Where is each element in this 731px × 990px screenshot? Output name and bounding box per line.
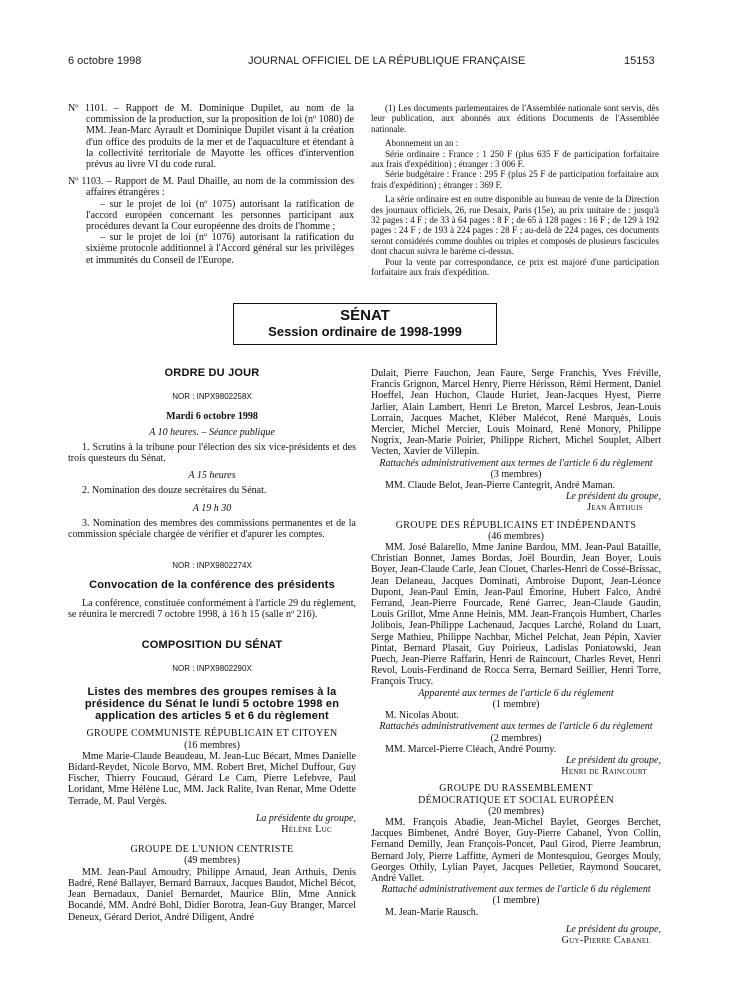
group-communiste-president-label: La présidente du groupe, xyxy=(255,812,356,824)
republicains-rattaches: MM. Marcel-Pierre Cléach, André Pourny. xyxy=(385,743,557,755)
republicains-apparente-count: (1 membre) xyxy=(492,698,540,710)
composition-heading: COMPOSITION DU SÉNAT xyxy=(141,639,283,652)
session-title: Session ordinaire de 1998-1999 xyxy=(268,324,462,339)
right-column xyxy=(371,368,661,946)
union-centriste-rattaches-count: (3 membres) xyxy=(490,468,542,480)
rdse-president-label: Le président du groupe, xyxy=(565,923,661,935)
ordre-du-jour-heading: ORDRE DU JOUR xyxy=(164,367,260,379)
report-1103-item-b: – sur le projet de loi (nº 1076) autorisant la ratification du sixième protocole additionnel à l'Accord général sur les privilèges et immunités du Conseil de l'Europe. xyxy=(86,232,354,266)
convocation-heading: Convocation de la conférence des présidents xyxy=(89,579,335,592)
union-centriste-rattaches: MM. Claude Belot, Jean-Pierre Cantegrit, André Maman. xyxy=(385,480,615,492)
republicains-rattaches-label: Rattachés administrativement aux termes de l'article 6 du règlement xyxy=(379,721,653,733)
group-rdse-members: MM. François Abadie, Jean-Michel Baylet, Georges Berchet, Jacques Bimbenet, André Boyer, Guy-Pierre Cabanel, Yvon Collin, Fernand Demilly, Jean François-Poncet, Paul Girod, Pierre Jeambrun, Bernard Joly, Pierre Laffitte, Aymeri de Montesquiou, Georges Mouly, Georges Othily, Lylian Payet, Jacques Pelletier, Raymond Soucaret, André Vallet. xyxy=(371,816,661,884)
republicains-apparente: M. Nicolas About. xyxy=(385,710,459,722)
listes-heading: Listes des membres des groupes remises à la présidence du Sénat le lundi 5 octobre 1998 en application des articles 5 et 6 du règlement xyxy=(84,686,340,723)
left-column xyxy=(68,368,356,923)
group-republicains-members: MM. José Balarello, Mme Janine Bardou, MM. Jean-Paul Bataille, Christian Bonnet, James Bordas, Joël Bourdin, Jean Boyer, Louis Boyer, Jean-Claude Carle, Jean Clouet, Charles-Henri de Cossé-Brissac, Jean Delaneau, Jacques Dominati, Ambroise Dupont, Jean-Léonce Dupont, Jean-Paul Emin, Jean-Paul Émorine, Hubert Falco, André Ferrand, Jean-Pierre Fourcade, René Garrec, Jean-Claude Gaudin, Louis Grillot, Mme Anne Heinis, MM. Jean-François Humbert, Charles Jolibois, Jean-Philippe Lachenaud, Jacques Larché, Roland du Luart, Serge Mathieu, Philippe Nachbar, Michel Pelchat, Jean Pépin, Xavier Pintat, Bernard Plasait, Guy Poirieux, Ladislas Poniatowski, Jean Puech, Jean-Pierre Raffarin, Henri de Raincourt, Charles Revet, Henri Revol, Louis-Ferdinand de Rocca Serra, Bernard Seillier, Henri Torre, François Trucy. xyxy=(371,542,661,688)
senat-title-box xyxy=(233,303,497,345)
time-15h: A 15 heures xyxy=(188,470,236,482)
rdse-rattache-count: (1 membre) xyxy=(492,895,540,907)
reports-column xyxy=(68,103,354,266)
senat-title: SÉNAT xyxy=(340,307,390,324)
report-1101: Nº 1101. – Rapport de M. Dominique Dupilet, au nom de la commission de la production, sur la proposition de loi (nº 1080) de MM. Jean-Marc Ayrault et Dominique Dupilet visant à la création d'un office des produits de la mer et de l'aquaculture et étendant à la collectivité territoriale de Mayotte les offices d'intervention prévus au livre VI du code rural. xyxy=(68,103,354,171)
report-1103-item-a: – sur le projet de loi (nº 1075) autorisant la ratification de l'accord européen concernant les personnes participant aux procédures devant la Cour européenne des droits de l'homme ; xyxy=(86,198,354,233)
group-union-centriste-members: MM. Jean-Paul Amoudry, Philippe Arnaud, Jean Arthuis, Denis Badré, René Ballayer, Bernard Barraux, Jacques Baudot, Michel Bécot, Jean Bernadaux, Daniel Bernardet, Maurice Blin, Mme Annick Bocandé, MM. André Bohl, Didier Borotra, Jean-Guy Branger, Marcel Deneux, Gérard Deriot, André Diligent, André xyxy=(68,866,356,923)
group-union-centriste-title: GROUPE DE L'UNION CENTRISTE xyxy=(130,844,294,856)
group-republicains-title: GROUPE DES RÉPUBLICAINS ET INDÉPENDANTS xyxy=(395,519,637,531)
note-serie-ordinaire: Série ordinaire : France : 1 250 F (plus 635 F de participation forfaitaire aux frais d'expédition) ; étranger : 3 006 F. xyxy=(371,148,659,170)
nor-convocation: NOR : INPX9802274X xyxy=(172,561,252,571)
header-date: 6 octobre 1998 xyxy=(68,55,142,67)
report-1103: Nº 1103. – Rapport de M. Paul Dhaille, au nom de la commission des affaires étrangères : xyxy=(68,176,354,199)
group-rdse-count: (20 membres) xyxy=(488,805,544,817)
agenda-item-3: 3. Nomination des membres des commissions permanentes et de la commission spéciale chargée de vérifier et d'apurer les comptes. xyxy=(68,517,356,541)
group-republicains-count: (46 membres) xyxy=(488,530,544,542)
nor-ordre: NOR : INPX9802258X xyxy=(172,392,252,402)
rdse-president-name: Guy-Pierre Cabanel xyxy=(561,934,651,946)
group-rdse-title-1: GROUPE DU RASSEMBLEMENT xyxy=(439,783,593,795)
date-heading: Mardi 6 octobre 1998 xyxy=(166,411,258,423)
group-rdse-title-2: DÉMOCRATIQUE ET SOCIAL EUROPÉEN xyxy=(418,794,614,806)
time-10h: A 10 heures. – Séance publique xyxy=(149,426,275,438)
group-communiste-title: GROUPE COMMUNISTE RÉPUBLICAIN ET CITOYEN xyxy=(86,728,338,740)
agenda-item-1: 1. Scrutins à la tribune pour l'élection des six vice-présidents et des trois questeurs du Sénat. xyxy=(68,441,356,465)
nor-composition: NOR : INPX9802290X xyxy=(172,664,252,674)
header-journal-title: JOURNAL OFFICIEL DE LA RÉPUBLIQUE FRANÇAISE xyxy=(248,55,526,67)
note-abonnement: Abonnement un an : xyxy=(385,138,459,149)
group-union-centriste-members-cont: Dulait, Pierre Fauchon, Jean Faure, Serge Franchis, Yves Fréville, Francis Grignon, Marcel Henry, Pierre Hérisson, Rémi Herment, Daniel Hoeffel, Jean Huchon, Claude Huriet, Jean-Jacques Hyest, Pierre Jarlier, Alain Lambert, Henri Le Breton, Marcel Lesbros, Jean-Louis Lorrain, Jacques Machet, Kléber Malécot, René Marquès, Louis Mercier, Michel Mercier, Louis Moinard, René Monory, Philippe Nogrix, Jean-Marie Poirier, Philippe Richert, Michel Souplet, Albert Vecten, Xavier de Villepin. xyxy=(371,368,661,458)
rdse-rattache-label: Rattaché administrativement aux termes de l'article 6 du règlement xyxy=(381,884,651,896)
header-page-number: 15153 xyxy=(624,55,655,67)
republicains-rattaches-count: (2 membres) xyxy=(490,732,542,744)
rdse-rattache: M. Jean-Marie Rausch. xyxy=(385,906,479,918)
group-communiste-president-name: Hélène Luc xyxy=(281,824,332,836)
republicains-apparente-label: Apparenté aux termes de l'article 6 du règlement xyxy=(418,687,614,699)
union-centriste-president-label: Le président du groupe, xyxy=(565,491,661,503)
time-19h30: A 19 h 30 xyxy=(192,502,232,514)
republicains-president-name: Henri de Raincourt xyxy=(561,766,647,778)
note-vente: La série ordinaire est en outre disponible au bureau de vente de la Direction des journaux officiels, 26, rue Desaix, Paris (15e), au prix unitaire de : jusqu'à 32 pages : 4 F ; de 33 à 64 pages : 8 F ; de 65 à 128 pages : 16 F ; de 129 à 192 pages : 24 F ; de 193 à 224 pages : 28 F ; au-delà de 224 pages, ces documents seront considérés comme doubles ou triples et composés de plusieurs fascicules dont chacun suivra le barème ci-dessus. xyxy=(371,194,659,257)
subscription-notes xyxy=(371,103,659,278)
group-communiste-members: Mme Marie-Claude Beaudeau, M. Jean-Luc Bécart, Mmes Danielle Bidard-Reydet, Nicole Borvo, MM. Robert Bret, Michel Duffour, Guy Fischer, Thierry Foucaud, Gérard Le Cam, Pierre Lefebvre, Paul Loridant, Mme Hélène Luc, MM. Jack Ralite, Ivan Renar, Mme Odette Terrade, M. Paul Vergès. xyxy=(68,750,356,807)
agenda-item-2: 2. Nomination des douze secrétaires du Sénat. xyxy=(82,485,267,497)
note-documents: (1) Les documents parlementaires de l'Assemblée nationale sont servis, dès leur publication, aux abonnés aux éditions Documents de l'Assemblée nationale. xyxy=(371,103,659,134)
note-correspondance: Pour la vente par correspondance, ce prix est majoré d'une participation forfaitaire aux frais d'expédition. xyxy=(371,256,659,278)
union-centriste-rattaches-label: Rattachés administrativement aux termes de l'article 6 du règlement xyxy=(379,457,653,469)
note-serie-budgetaire: Série budgétaire : France : 295 F (plus 25 F de participation forfaitaire aux frais d'expédition) ; étranger : 369 F. xyxy=(371,169,659,190)
union-centriste-president-name: Jean Arthuis xyxy=(587,502,643,514)
convocation-text: La conférence, constituée conformément à l'article 29 du règlement, se réunira le mercredi 7 octobre 1998, à 16 h 15 (salle nº 216). xyxy=(68,597,356,620)
group-union-centriste-count: (49 membres) xyxy=(184,855,240,867)
group-communiste-count: (16 membres) xyxy=(184,739,240,751)
republicains-president-label: Le président du groupe, xyxy=(565,754,661,766)
